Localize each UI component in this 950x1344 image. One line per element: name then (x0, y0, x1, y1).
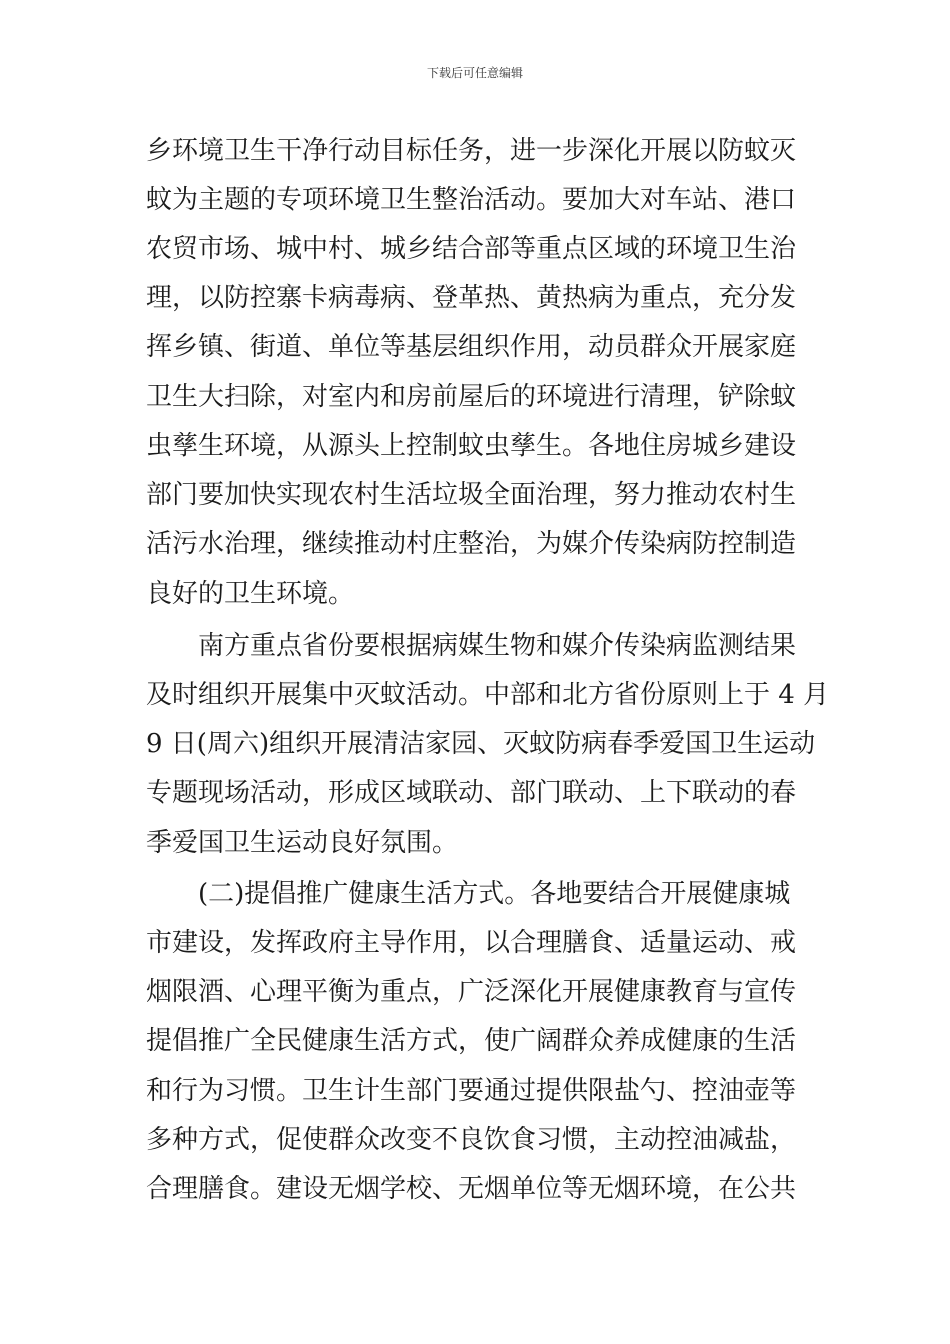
text-line: 及时组织开展集中灭蚊活动。中部和北方省份原则上于 4 月 (146, 680, 830, 710)
text-line: 卫生大扫除，对室内和房前屋后的环境进行清理，铲除蚊 (146, 382, 797, 412)
text-line: 部门要加快实现农村生活垃圾全面治理，努力推动农村生 (146, 480, 797, 510)
text-line: 农贸市场、城中村、城乡结合部等重点区域的环境卫生治 (146, 234, 797, 264)
text-line: 提倡推广全民健康生活方式，使广阔群众养成健康的生活 (146, 1026, 797, 1056)
text-line: 9 日(周六)组织开展清洁家园、灭蚊防病春季爱国卫生运动 (146, 729, 816, 759)
page-header: 下载后可任意编辑 (426, 66, 523, 80)
text-line: 南方重点省份要根据病媒生物和媒介传染病监测结果 (198, 631, 797, 661)
text-line: 烟限酒、心理平衡为重点，广泛深化开展健康教育与宣传 (146, 977, 797, 1007)
text-line: 活污水治理，继续推动村庄整治，为媒介传染病防控制造 (146, 529, 797, 559)
text-line: 乡环境卫生干净行动目标任务，进一步深化开展以防蚊灭 (146, 136, 797, 166)
text-line: 虫孳生环境，从源头上控制蚊虫孳生。各地住房城乡建设 (146, 431, 797, 461)
text-line: 良好的卫生环境。 (146, 579, 355, 609)
text-line: 市建设，发挥政府主导作用，以合理膳食、适量运动、戒 (146, 928, 797, 958)
text-line: 和行为习惯。卫生计生部门要通过提供限盐勺、控油壶等 (146, 1076, 797, 1106)
text-line: 专题现场活动，形成区域联动、部门联动、上下联动的春 (146, 778, 797, 808)
text-line: 蚊为主题的专项环境卫生整治活动。要加大对车站、港口 (146, 185, 797, 215)
text-line: 理，以防控寨卡病毒病、登革热、黄热病为重点，充分发 (146, 283, 797, 313)
text-line: (二)提倡推广健康生活方式。各地要结合开展健康城 (198, 879, 791, 909)
text-line: 多种方式，促使群众改变不良饮食习惯，主动控油减盐， (146, 1125, 797, 1155)
text-line: 季爱国卫生运动良好氛围。 (146, 828, 459, 858)
text-line: 合理膳食。建设无烟学校、无烟单位等无烟环境，在公共 (146, 1174, 797, 1204)
text-line: 挥乡镇、街道、单位等基层组织作用，动员群众开展家庭 (146, 332, 797, 362)
